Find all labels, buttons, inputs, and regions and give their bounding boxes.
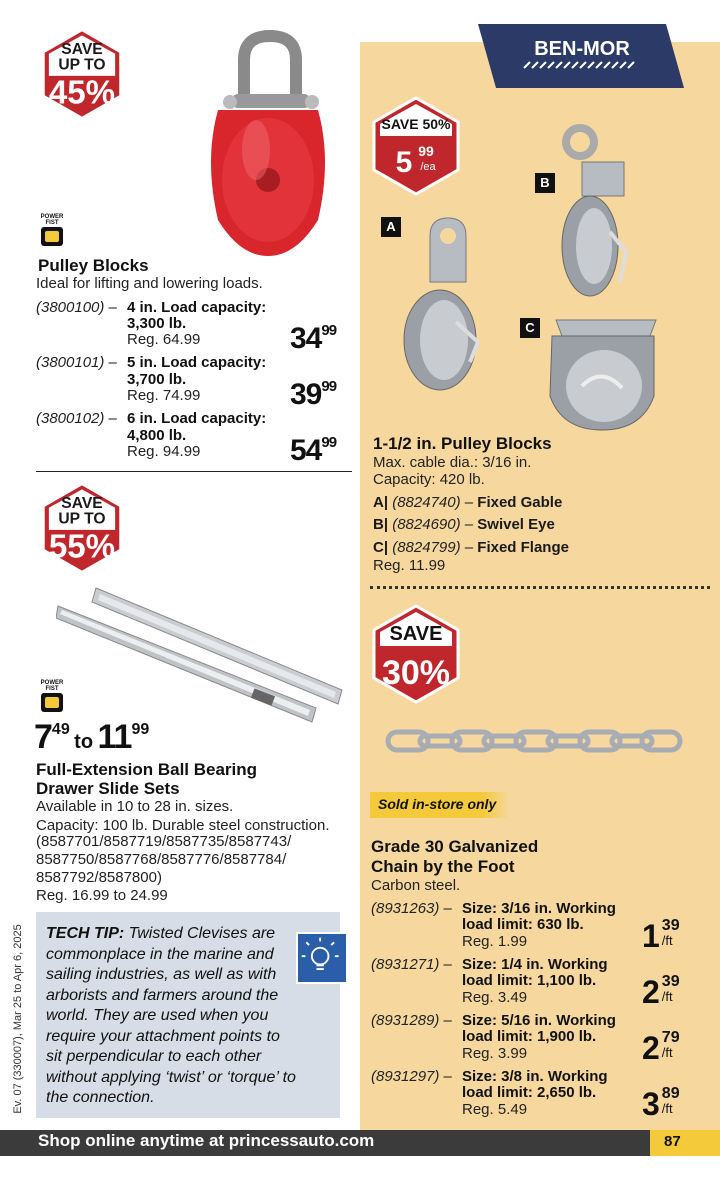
small-pulleys-title: 1-1/2 in. Pulley Blocks [373, 434, 552, 453]
chain-item-reg: Reg. 3.99 [462, 1045, 528, 1062]
benmor-name: BEN-MOR [534, 38, 630, 60]
page-number-tab [650, 1130, 720, 1156]
chain-item-price: 1 39 /ft [642, 917, 680, 954]
red-pulley-block-image [196, 30, 336, 260]
pulley-item-price: $34^{99}$ [290, 322, 337, 355]
small-pulley-option: C| (8824799) – Fixed Flange [373, 539, 569, 556]
small-pulleys-reg: Reg. 11.99 [373, 557, 446, 574]
drawer-title-1: Full-Extension Ball Bearing [36, 760, 258, 779]
chain-item-spec2: load limit: 2,650 lb. [462, 1084, 597, 1101]
option-tag-a: A [381, 217, 401, 237]
chain-item: (8931297) – [371, 1068, 452, 1085]
chain-item-spec2: load limit: 630 lb. [462, 916, 584, 933]
tech-tip-text: TECH TIP: Twisted Clevises are commonplace in the marine and sailing industries, as well as with arborists and farmers around the world. They are used when you require your attachment points to sit perpendicular to each other without applying ‘twist’ or ‘torque’ to the connection. [46, 925, 296, 1106]
pulley-item-price: $54^{99}$ [290, 434, 337, 467]
pulley-item-reg: Reg. 94.99 [127, 443, 201, 460]
chain-item-price: 2 39 /ft [642, 973, 680, 1010]
pulley-item-reg: Reg. 64.99 [127, 331, 201, 348]
chain-item-reg: Reg. 3.49 [462, 989, 528, 1006]
pulley-item-sku: (3800101) [36, 354, 105, 371]
svg-text:99: 99 [418, 143, 434, 159]
svg-text:FIST: FIST [45, 686, 59, 692]
pulley-item-price: $39^{99}$ [290, 378, 337, 411]
drawer-slide-image [56, 584, 346, 724]
badge-percent: 55% [48, 528, 116, 566]
small-pulleys-line: Max. cable dia.: 3/16 in. [373, 454, 532, 471]
drawer-title-2: Drawer Slide Sets [36, 779, 180, 798]
power-fist-logo [38, 210, 66, 248]
chain-item-price: 3 89 /ft [642, 1085, 680, 1122]
drawer-price: 749 to 1199 [34, 718, 150, 756]
chain-item-spec1: Size: 5/16 in. Working [462, 1012, 616, 1029]
pulley-item-3: (3800102) – [36, 410, 117, 427]
badge-percent: 45% [48, 74, 116, 112]
chain-item-spec1: Size: 1/4 in. Working [462, 956, 608, 973]
power-fist-logo [38, 676, 66, 714]
drawer-line: (8587701/8587719/8587735/8587743/ [36, 833, 292, 850]
badge-upto: UP TO [58, 510, 106, 528]
drawer-line: Capacity: 100 lb. Durable steel construction. [36, 817, 330, 834]
chain-item-price: 2 79 /ft [642, 1029, 680, 1066]
pulley-blocks-title: Pulley Blocks [38, 256, 149, 275]
chain-item-spec1: Size: 3/8 in. Working [462, 1068, 608, 1085]
pulley-blocks-desc: Ideal for lifting and lowering loads. [36, 275, 263, 292]
save-55-badge [36, 482, 128, 574]
svg-text:5: 5 [395, 146, 413, 179]
pulley-item-spec2: 3,700 lb. [127, 371, 187, 388]
drawer-reg: Reg. 16.99 to 24.99 [36, 887, 168, 904]
pulley-item-spec1: 4 in. Load capacity: [127, 299, 267, 316]
svg-text:SAVE: SAVE [389, 623, 443, 645]
drawer-line: Available in 10 to 28 in. sizes. [36, 798, 234, 815]
benmor-logo [478, 24, 684, 88]
small-pulleys-line: Capacity: 420 lb. [373, 471, 485, 488]
svg-text:POWER: POWER [40, 680, 64, 686]
svg-text:SAVE 50%: SAVE 50% [381, 116, 451, 132]
pulley-item-sku: (3800100) [36, 299, 105, 316]
chain-item-spec2: load limit: 1,100 lb. [462, 972, 597, 989]
pulley-item-2: (3800101) – [36, 354, 117, 371]
option-tag-c: C [520, 318, 540, 338]
pulley-item-reg: Reg. 74.99 [127, 387, 201, 404]
chain-item: (8931289) – [371, 1012, 452, 1029]
tech-tip-box [36, 912, 340, 1118]
lightbulb-icon [296, 932, 348, 984]
pulley-item-spec2: 3,300 lb. [127, 315, 187, 332]
svg-text:Ev. 07 (330007), Mar 25 to Apr: Ev. 07 (330007), Mar 25 to Apr 6, 2025 [12, 924, 24, 1114]
save-50-badge [370, 96, 462, 196]
small-pulley-option: A| (8824740) – Fixed Gable [373, 494, 563, 511]
pulley-item-spec2: 4,800 lb. [127, 427, 187, 444]
chain-item-reg: Reg. 1.99 [462, 933, 528, 950]
dotted-divider [370, 586, 710, 589]
edition-note [8, 908, 26, 1130]
fixed-gable-pulley-image [400, 212, 490, 392]
svg-text:30%: 30% [381, 654, 451, 692]
svg-text:FIST: FIST [45, 220, 59, 226]
save-45-badge [36, 28, 128, 120]
svg-text:POWER: POWER [40, 214, 64, 220]
chain-title-1: Grade 30 Galvanized [371, 837, 539, 856]
chain-desc: Carbon steel. [371, 877, 461, 894]
svg-text:/ea: /ea [420, 161, 436, 173]
chain-item: (8931263) – [371, 900, 452, 917]
tech-tip-label: TECH TIP: [46, 925, 125, 942]
sold-in-store-label: Sold in-store only [370, 792, 510, 818]
drawer-line: 8587792/8587800) [36, 869, 162, 886]
save-30-badge [370, 604, 462, 704]
badge-save: SAVE [61, 40, 103, 58]
chain-item-reg: Reg. 5.49 [462, 1101, 528, 1118]
page-number: 87 [664, 1133, 681, 1150]
section-divider [36, 471, 352, 472]
drawer-line: 8587750/8587768/8587776/8587784/ [36, 851, 287, 868]
footer-link[interactable]: Shop online anytime at princessauto.com [38, 1131, 375, 1150]
small-pulley-option: B| (8824690) – Swivel Eye [373, 516, 555, 533]
pulley-item-spec1: 6 in. Load capacity: [127, 410, 267, 427]
pulley-item-spec1: 5 in. Load capacity: [127, 354, 267, 371]
pulley-item-sku: (3800102) [36, 410, 105, 427]
badge-upto: UP TO [58, 56, 106, 74]
option-tag-b: B [535, 173, 555, 193]
chain-item-spec1: Size: 3/16 in. Working [462, 900, 616, 917]
fixed-flange-pulley-image [542, 316, 662, 436]
chain-title-2: Chain by the Foot [371, 857, 515, 876]
swivel-eye-pulley-image [556, 122, 646, 302]
chain-item: (8931271) – [371, 956, 452, 973]
chain-image [384, 724, 684, 758]
chain-item-spec2: load limit: 1,900 lb. [462, 1028, 597, 1045]
badge-save: SAVE [61, 494, 103, 512]
pulley-item-1: (3800100) – [36, 299, 117, 316]
